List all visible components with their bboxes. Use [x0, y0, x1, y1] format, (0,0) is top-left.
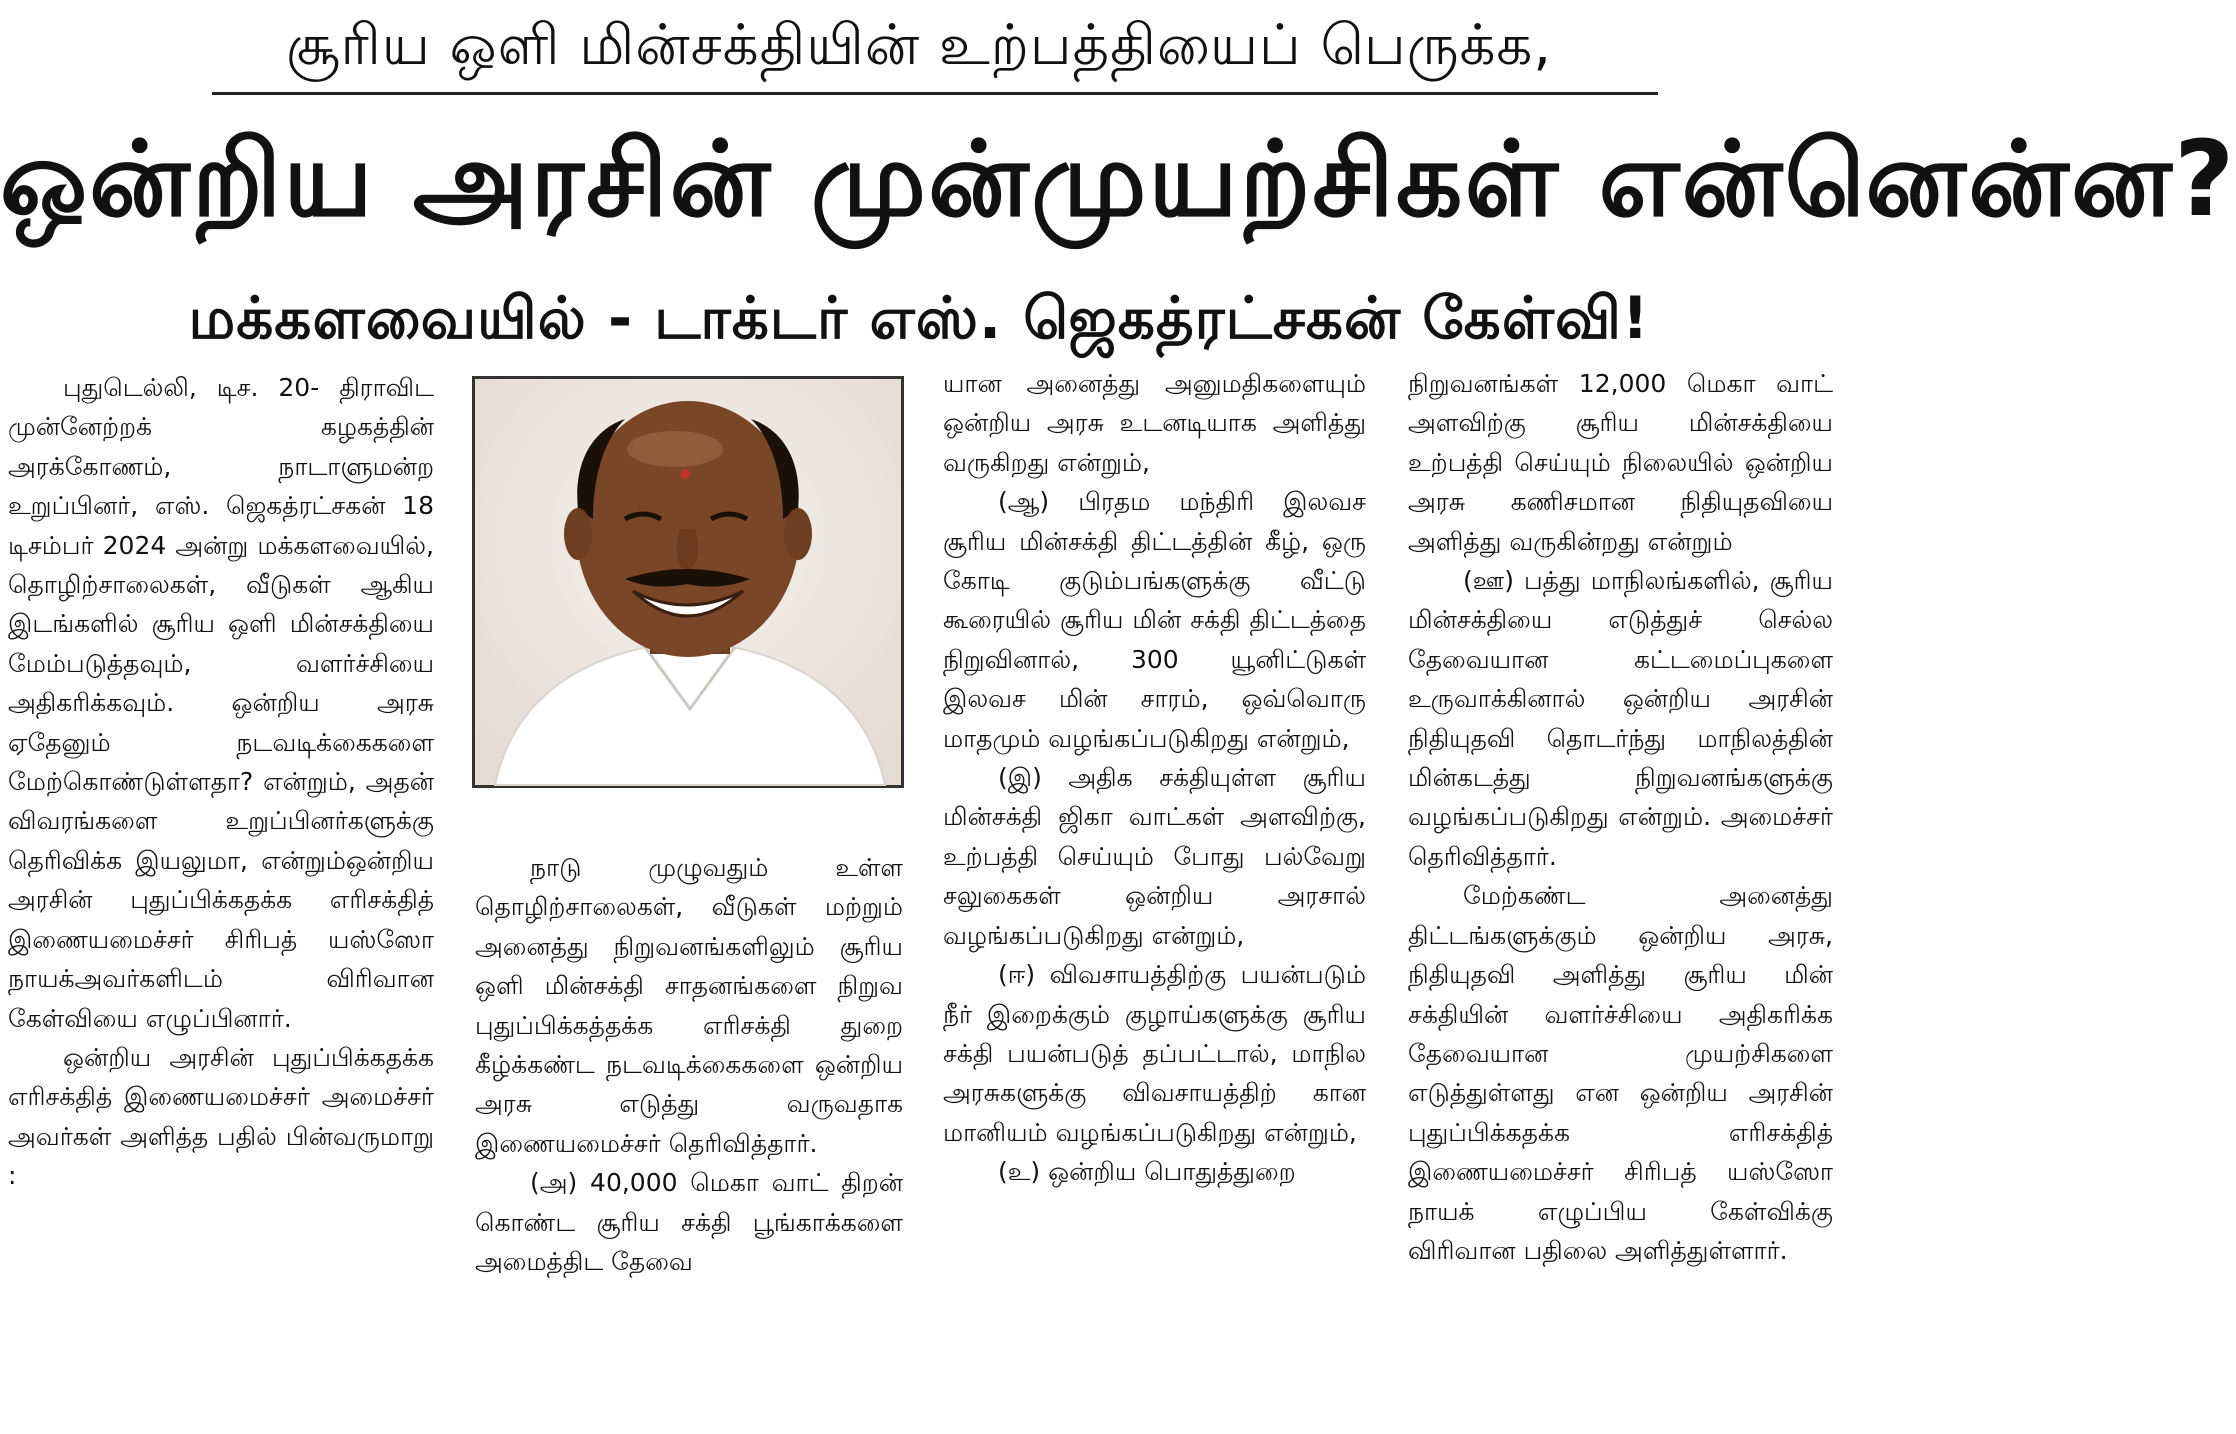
article-column-1 [8, 368, 434, 1428]
paragraph: (ஈ) விவசாயத்திற்கு பயன்படும் நீர் இறைக்கும் குழாய்களுக்கு சூரிய சக்தி பயன்படுத் தப்பட்டால், மாநில அரசுகளுக்கு விவசாயத்திற் கான மானியம் வழங்கப்படுகிறது என்றும், [943, 960, 1366, 1147]
paragraph: யான அனைத்து அனுமதிகளையும் ஒன்றிய அரசு உடனடியாக அளித்து வருகிறது என்றும், [943, 369, 1366, 477]
headline-subhead: மக்களவையில் - டாக்டர் எஸ். ஜெகத்ரட்சகன் கேள்வி! [188, 284, 1650, 352]
headline-main: ஒன்றிய அரசின் முன்முயற்சிகள் என்னென்ன? [0, 118, 2236, 240]
portrait-photo [472, 376, 904, 788]
paragraph: நிறுவனங்கள் 12,000 மெகா வாட் அளவிற்கு சூரிய மின்சக்தியை உற்பத்தி செய்யும் நிலையில் ஒன்றிய அரசு கணிசமான நிதியுதவியை அளித்து வருகின்றது என்றும் [1408, 369, 1833, 556]
article-column-3 [943, 364, 1366, 1428]
paragraph: மேற்கண்ட அனைத்து திட்டங்களுக்கும் ஒன்றிய அரசு, நிதியுதவி அளித்து சூரிய மின் சக்தியின் வளர்ச்சியை அதிகரிக்க தேவையான முயற்சிகளை எடுத்துள்ளது என ஒன்றிய அரசின் புதுப்பிக்கதக்க எரிசக்தித் இணையமைச்சர் சிரிபத் யஸ்ஸோ நாயக் எழுப்பிய கேள்விக்கு விரிவான பதிலை அளித்துள்ளார். [1408, 881, 1833, 1265]
paragraph: ஒன்றிய அரசின் புதுப்பிக்கதக்க எரிசக்தித் இணையமைச்சர் அமைச்சர் அவர்கள் அளித்த பதில் பின்வருமாறு : [8, 1042, 434, 1191]
paragraph: (இ) அதிக சக்தியுள்ள சூரிய மின்சக்தி ஜிகா வாட்கள் அளவிற்கு, உற்பத்தி செய்யும் போது பல்வேறு சலுகைகள் ஒன்றிய அரசால் வழங்கப்படுகிறது என்றும், [943, 763, 1366, 950]
headline-rule [212, 92, 1658, 95]
paragraph: (உ) ஒன்றிய பொதுத்துறை [998, 1157, 1296, 1187]
paragraph: நாடு முழுவதும் உள்ள தொழிற்சாலைகள், வீடுகள் மற்றும் அனைத்து நிறுவனங்களிலும் சூரிய ஒளி மின்சக்தி சாதனங்களை நிறுவ புதுப்பிக்கத்தக்க எரிசக்தி துறை கீழ்க்கண்ட நடவடிக்கைகளை ஒன்றிய அரசு எடுத்து வருவதாக இணையமைச்சர் தெரிவித்தார். [475, 853, 903, 1158]
article-column-2 [475, 848, 903, 1428]
article-column-4 [1408, 364, 1833, 1428]
paragraph: (ஆ) பிரதம மந்திரி இலவச சூரிய மின்சக்தி திட்டத்தின் கீழ், ஒரு கோடி குடும்பங்களுக்கு வீட்டு கூரையில் சூரிய மின் சக்தி திட்டத்தை நிறுவினால், 300 யூனிட்டுகள் இலவச மின் சாரம், ஒவ்வொரு மாதமும் வழங்கப்படுகிறது என்றும், [943, 487, 1366, 753]
paragraph: புதுடெல்லி, டிச. 20- திராவிட முன்னேற்றக் கழகத்தின் அரக்கோணம், நாடாளுமன்ற உறுப்பினர், எஸ். ஜெகத்ரட்சகன் 18 டிசம்பர் 2024 அன்று மக்களவையில், தொழிற்சாலைகள், வீடுகள் ஆகிய இடங்களில் சூரிய ஒளி மின்சக்தியை மேம்படுத்தவும், வளர்ச்சியை அதிகரிக்கவும். ஒன்றிய அரசு ஏதேனும் நடவடிக்கைகளை மேற்கொண்டுள்ளதா? என்றும், அதன் விவரங்களை உறுப்பினர்களுக்கு தெரிவிக்க இயலுமா, என்றும்ஒன்றிய அரசின் புதுப்பிக்கதக்க எரிசக்தித் இணையமைச்சர் சிரிபத் யஸ்ஸோ நாயக்அவர்களிடம் விரிவான கேள்வியை எழுப்பினார். [8, 373, 434, 1033]
paragraph: (அ) 40,000 மெகா வாட் திறன் கொண்ட சூரிய சக்தி பூங்காக்களை அமைத்திட தேவை [475, 1168, 903, 1277]
headline-kicker: சூரிய ஒளி மின்சக்தியின் உற்பத்தியைப் பெருக்க, [285, 13, 1553, 78]
paragraph: (ஊ) பத்து மாநிலங்களில், சூரிய மின்சக்தியை எடுத்துச் செல்ல தேவையான கட்டமைப்புகளை உருவாக்கினால் ஒன்றிய அரசின் நிதியுதவி தொடர்ந்து மாநிலத்தின் மின்கடத்து நிறுவனங்களுக்கு வழங்கப்படுகிறது என்றும். அமைச்சர் தெரிவித்தார். [1408, 566, 1833, 871]
portrait-image [475, 379, 901, 785]
